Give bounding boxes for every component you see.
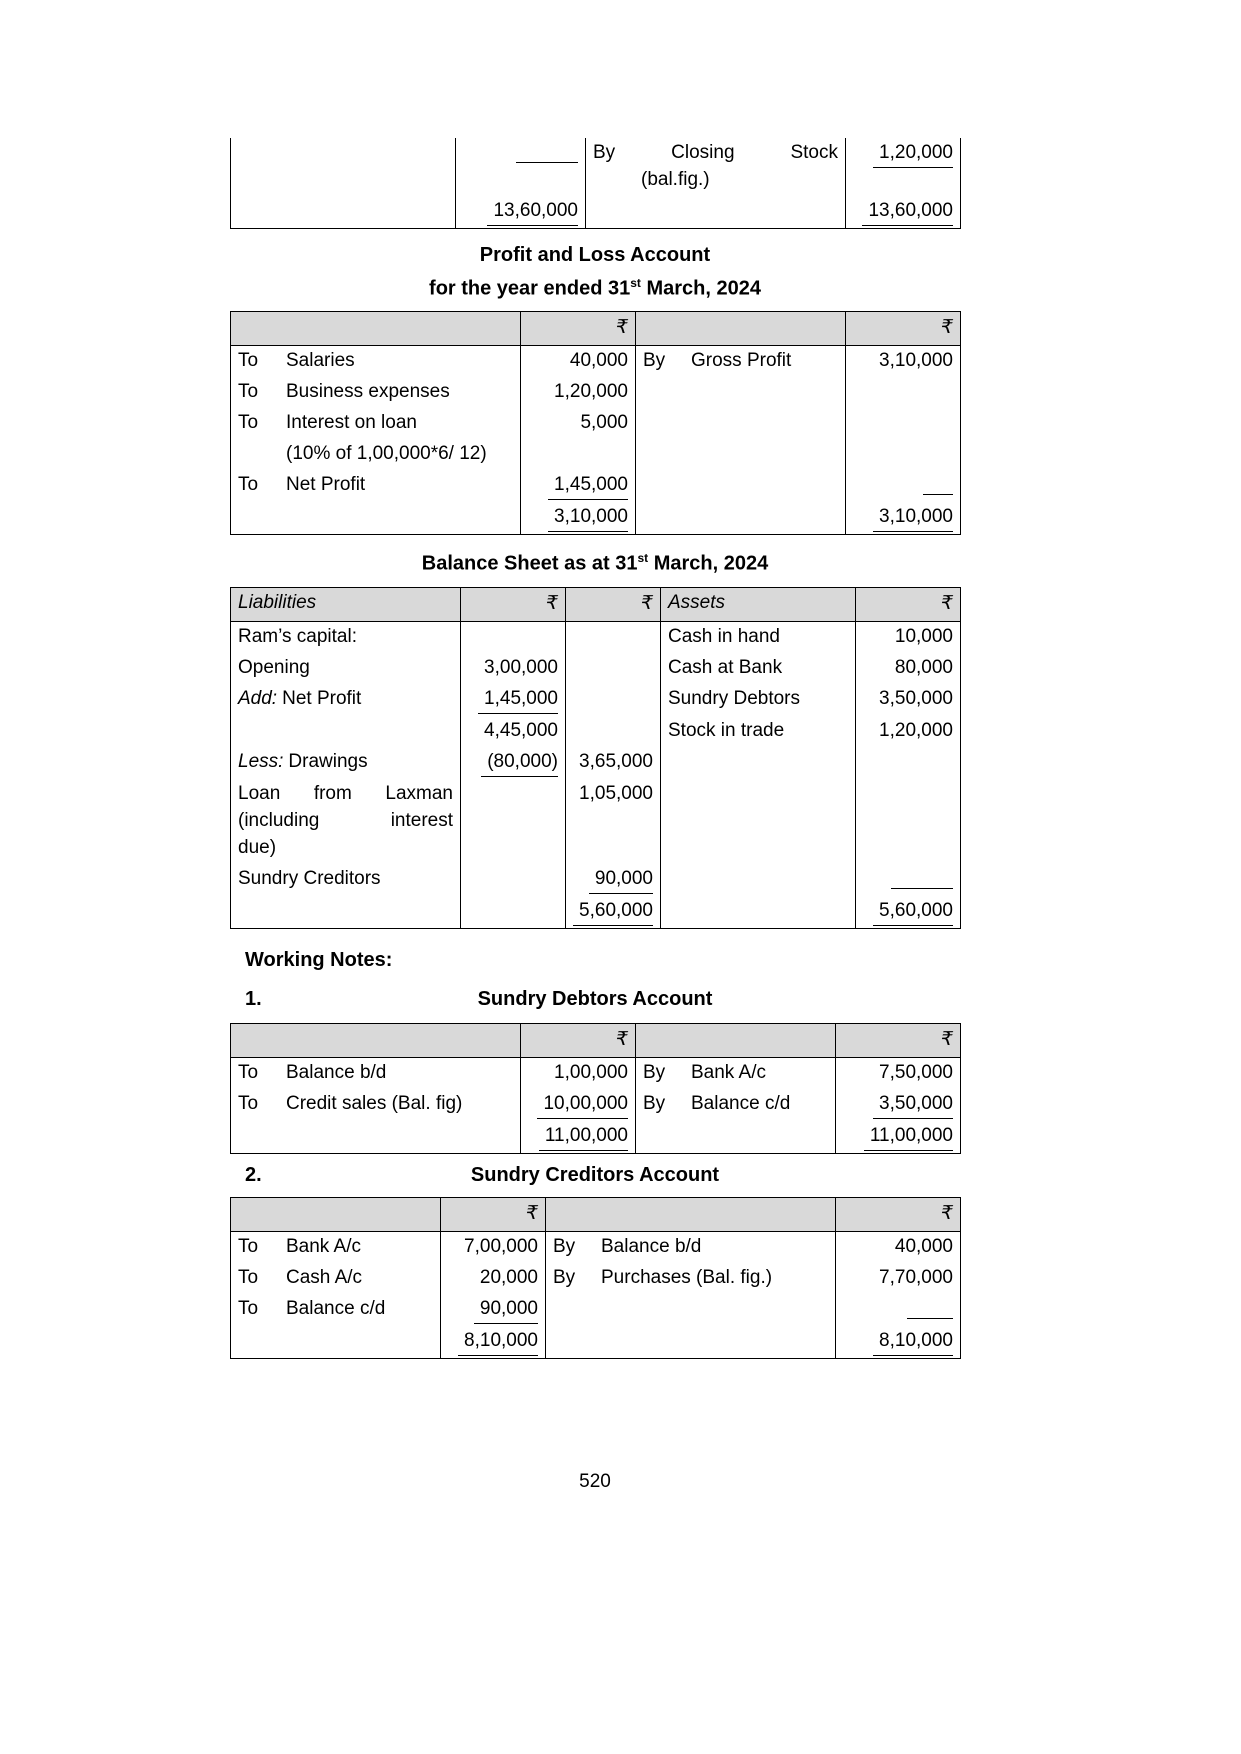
amount: 1,20,000 — [554, 380, 628, 402]
cell-blank — [636, 470, 846, 502]
table-total-row — [231, 1326, 961, 1358]
amount: 10,000 — [894, 626, 953, 648]
cell-particulars — [231, 684, 461, 716]
cell-amount — [856, 684, 961, 716]
entry-name: Net Profit — [286, 473, 366, 495]
cell-amount — [836, 1326, 961, 1358]
cell-blank — [231, 896, 461, 928]
header-label: Liabilities — [238, 592, 317, 614]
entry-prefix: By — [643, 349, 666, 371]
amount: 1,05,000 — [579, 783, 653, 805]
period-superscript: st — [630, 275, 641, 290]
entry-prefix: To — [238, 1061, 259, 1083]
cell-blank — [636, 1023, 836, 1057]
cell-amount — [836, 1263, 961, 1294]
table-row — [231, 1263, 961, 1294]
cell-amount — [521, 345, 636, 377]
amount: 40,000 — [569, 349, 628, 371]
balance-sheet-table — [230, 587, 961, 929]
cell-amount — [836, 1089, 961, 1121]
amount: 1,00,000 — [554, 1061, 628, 1083]
balance-sheet-title — [230, 551, 960, 576]
cell-particulars — [636, 1089, 836, 1121]
entry-prefix: By — [553, 1266, 576, 1288]
cell-amount — [856, 622, 961, 654]
cell-blank — [586, 196, 846, 228]
cell-particulars — [546, 1263, 836, 1294]
cell-blank — [546, 1197, 836, 1231]
table-row — [231, 345, 961, 377]
blank-underline — [923, 474, 953, 495]
cell-blank — [856, 747, 961, 779]
entry-name: Bank A/c — [691, 1061, 766, 1083]
blank-underline — [516, 142, 578, 163]
cell-blank — [231, 138, 456, 196]
cell-amount — [521, 408, 636, 439]
table-row — [231, 1057, 961, 1089]
pl-account-title: Profit and Loss Account — [479, 243, 711, 266]
cell-particulars — [661, 653, 856, 684]
trading-account-fragment-table — [230, 138, 961, 229]
table-header-row — [231, 588, 961, 622]
cell-amount — [461, 684, 566, 716]
amount-total: 11,00,000 — [864, 1123, 953, 1151]
blank-underline — [907, 1298, 953, 1319]
entry-word: Loan — [238, 783, 281, 805]
amount: 3,00,000 — [484, 657, 558, 679]
table-total-row — [231, 196, 961, 228]
rupee-symbol: ₹ — [940, 592, 953, 615]
title-text: March, 2024 — [648, 552, 769, 575]
cell-blank — [546, 1294, 836, 1326]
entry-word: (including — [238, 810, 320, 832]
table-row — [231, 377, 961, 408]
note-number: 2. — [245, 1163, 262, 1186]
entry-name: Net Profit — [282, 688, 362, 710]
amount: 1,45,000 — [478, 686, 558, 714]
note-number: 1. — [245, 987, 262, 1010]
entry-name: Salaries — [286, 349, 355, 371]
cell-particulars — [231, 345, 521, 377]
cell-blank — [546, 1326, 836, 1358]
cell-currency-header — [836, 1023, 961, 1057]
table-row — [231, 864, 961, 896]
amount-total: 8,10,000 — [873, 1328, 953, 1356]
entry-prefix: To — [238, 411, 259, 433]
entry-subtext: (10% of 1,00,000*6/ 12) — [286, 442, 487, 464]
cell-blank — [231, 1023, 521, 1057]
entry-line — [238, 781, 453, 808]
entry-name: Bank A/c — [286, 1235, 361, 1257]
cell-currency-header — [856, 588, 961, 622]
cell-blank — [661, 864, 856, 896]
profit-loss-table — [230, 311, 961, 535]
cell-blank — [636, 408, 846, 439]
cell-blank — [856, 779, 961, 864]
cell-blank — [846, 439, 961, 470]
amount-total: 3,10,000 — [873, 504, 953, 532]
amount: 1,45,000 — [548, 472, 628, 500]
amount: 7,70,000 — [879, 1266, 953, 1288]
cell-amount — [521, 377, 636, 408]
amount-total: 5,60,000 — [573, 898, 653, 926]
blank-underline — [891, 868, 953, 889]
title-superscript: st — [637, 550, 649, 565]
cell-blank — [636, 377, 846, 408]
cell-amount — [836, 1057, 961, 1089]
amount-total: 13,60,000 — [862, 198, 953, 226]
cell-blank — [521, 439, 636, 470]
cell-amount — [856, 864, 961, 896]
amount: 5,000 — [580, 411, 628, 433]
entry-name: Interest on loan — [286, 411, 417, 433]
entry-prefix: To — [238, 1235, 259, 1257]
entry-word: Closing — [671, 142, 735, 163]
table-row — [231, 1089, 961, 1121]
entry-name: Balance b/d — [601, 1235, 702, 1257]
entry-prefix: To — [238, 1092, 259, 1114]
cell-amount — [456, 196, 586, 228]
cell-amount — [846, 345, 961, 377]
entry-name: Business expenses — [286, 380, 450, 402]
entry-name: Opening — [238, 657, 310, 679]
cell-amount — [461, 747, 566, 779]
cell-particulars — [231, 439, 521, 470]
entry-line: due) — [238, 837, 277, 859]
cell-amount — [521, 1057, 636, 1089]
cell-amount — [566, 747, 661, 779]
table-row — [231, 1231, 961, 1263]
rupee-symbol: ₹ — [545, 592, 558, 615]
cell-amount — [856, 653, 961, 684]
cell-blank — [231, 311, 521, 345]
cell-blank — [661, 896, 856, 928]
cell-blank — [231, 1326, 441, 1358]
cell-particulars — [586, 138, 846, 196]
entry-line — [238, 808, 453, 835]
entry-name: Cash A/c — [286, 1266, 363, 1288]
cell-particulars — [661, 622, 856, 654]
entry-prefix: To — [238, 473, 259, 495]
cell-particulars — [636, 345, 846, 377]
entry-name: Drawings — [288, 751, 368, 773]
cell-currency-header — [521, 311, 636, 345]
cell-blank — [461, 779, 566, 864]
cell-blank — [566, 684, 661, 716]
cell-particulars — [231, 1294, 441, 1326]
rupee-symbol: ₹ — [640, 592, 653, 615]
entry-prefix: To — [238, 349, 259, 371]
cell-amount — [846, 502, 961, 534]
amount: 40,000 — [894, 1235, 953, 1257]
entry-name: Gross Profit — [691, 349, 792, 371]
entry-line2: (bal.fig.) — [641, 168, 710, 190]
entry-prefix: To — [238, 1297, 259, 1319]
table-row — [231, 653, 961, 684]
cell-blank — [231, 716, 461, 747]
cell-particulars — [636, 1057, 836, 1089]
cell-currency-header — [521, 1023, 636, 1057]
cell-amount — [846, 196, 961, 228]
rupee-symbol: ₹ — [615, 315, 628, 338]
entry-name: Balance b/d — [286, 1061, 387, 1083]
cell-blank — [846, 377, 961, 408]
table-total-row — [231, 1121, 961, 1153]
entry-name: Credit sales (Bal. fig) — [286, 1092, 463, 1114]
rupee-symbol: ₹ — [525, 1201, 538, 1224]
cell-currency-header — [441, 1197, 546, 1231]
cell-amount — [836, 1121, 961, 1153]
amount: 80,000 — [894, 657, 953, 679]
cell-blank — [636, 1121, 836, 1153]
content-area — [230, 0, 960, 1493]
amount: 3,50,000 — [873, 1091, 953, 1119]
cell-amount — [856, 716, 961, 747]
entry-name: Ram’s capital: — [238, 626, 357, 648]
cell-amount — [836, 1231, 961, 1263]
amount: 7,50,000 — [879, 1061, 953, 1083]
entry-word: Stock — [790, 142, 838, 163]
entry-name: Cash at Bank — [668, 657, 783, 679]
cell-blank — [461, 622, 566, 654]
cell-amount — [521, 1121, 636, 1153]
note-2-heading — [230, 1164, 960, 1187]
cell-blank — [566, 716, 661, 747]
cell-particulars — [231, 1057, 521, 1089]
entry-word: interest — [390, 810, 453, 832]
entry-name: Sundry Creditors — [238, 868, 381, 889]
amount: 4,45,000 — [484, 720, 558, 742]
cell-particulars — [231, 779, 461, 864]
table-row — [231, 470, 961, 502]
amount-total: 11,00,000 — [539, 1123, 628, 1151]
entry-name: Balance c/d — [286, 1297, 386, 1319]
entry-name: Purchases (Bal. fig.) — [601, 1266, 773, 1288]
table-row — [231, 779, 961, 864]
cell-particulars — [546, 1231, 836, 1263]
sundry-debtors-table — [230, 1023, 961, 1154]
cell-amount — [461, 653, 566, 684]
cell-particulars — [231, 1089, 521, 1121]
cell-amount — [566, 896, 661, 928]
cell-blank — [846, 408, 961, 439]
cell-blank — [231, 196, 456, 228]
entry-name: Cash in hand — [668, 626, 780, 648]
cell-blank — [461, 896, 566, 928]
cell-header-assets — [661, 588, 856, 622]
cell-header-liabilities — [231, 588, 461, 622]
cell-currency-header — [461, 588, 566, 622]
cell-blank — [636, 311, 846, 345]
cell-blank — [636, 502, 846, 534]
cell-blank — [461, 864, 566, 896]
table-row — [231, 747, 961, 779]
working-notes-heading: Working Notes: — [245, 948, 393, 971]
note-title: Sundry Debtors Account — [477, 987, 713, 1010]
cell-amount — [456, 138, 586, 196]
entry-name: Balance c/d — [691, 1092, 791, 1114]
entry-word: Laxman — [385, 783, 453, 805]
entry-line — [593, 140, 838, 167]
note-1-heading — [230, 988, 960, 1011]
cell-currency-header — [566, 588, 661, 622]
header-label: Assets — [668, 592, 726, 614]
table-row — [231, 439, 961, 470]
amount: (80,000) — [481, 749, 558, 777]
amount: 3,65,000 — [579, 751, 653, 773]
page-number: 520 — [579, 1470, 611, 1492]
amount-total: 5,60,000 — [873, 898, 953, 926]
amount: 90,000 — [474, 1296, 538, 1324]
entry-name: Sundry Debtors — [668, 688, 801, 710]
rupee-symbol: ₹ — [940, 1201, 953, 1224]
entry-prefix: To — [238, 380, 259, 402]
table-header-row — [231, 311, 961, 345]
amount: 1,20,000 — [873, 140, 953, 168]
amount: 7,00,000 — [464, 1235, 538, 1257]
cell-amount — [846, 470, 961, 502]
cell-amount — [836, 1294, 961, 1326]
cell-particulars — [231, 470, 521, 502]
table-row — [231, 684, 961, 716]
cell-amount — [566, 779, 661, 864]
period-text: March, 2024 — [640, 277, 761, 300]
table-row — [231, 716, 961, 747]
table-header-row — [231, 1023, 961, 1057]
amount: 10,00,000 — [537, 1091, 628, 1119]
cell-particulars — [231, 408, 521, 439]
cell-amount — [521, 502, 636, 534]
table-row — [231, 622, 961, 654]
table-row — [231, 408, 961, 439]
entry-prefix: By — [643, 1061, 666, 1083]
cell-particulars — [661, 684, 856, 716]
cell-blank — [566, 622, 661, 654]
cell-amount — [566, 864, 661, 896]
cell-particulars — [231, 377, 521, 408]
amount-total: 8,10,000 — [458, 1328, 538, 1356]
table-row — [231, 138, 961, 196]
rupee-symbol: ₹ — [940, 315, 953, 338]
cell-currency-header — [836, 1197, 961, 1231]
amount: 20,000 — [479, 1266, 538, 1288]
cell-particulars — [231, 747, 461, 779]
note-title: Sundry Creditors Account — [470, 1163, 720, 1186]
entry-prefix: By — [643, 1092, 666, 1114]
amount-total: 13,60,000 — [487, 198, 578, 226]
cell-blank — [231, 1121, 521, 1153]
cell-currency-header — [846, 311, 961, 345]
sundry-creditors-table — [230, 1197, 961, 1359]
cell-blank — [231, 1197, 441, 1231]
cell-particulars — [231, 653, 461, 684]
entry-word: from — [313, 783, 352, 805]
cell-amount — [521, 470, 636, 502]
entry-prefix: By — [553, 1235, 576, 1257]
amount: 90,000 — [589, 866, 653, 894]
amount: 1,20,000 — [879, 720, 953, 742]
title-text: Balance Sheet as at 31 — [421, 552, 638, 575]
cell-particulars — [231, 864, 461, 896]
cell-amount — [461, 716, 566, 747]
cell-blank — [231, 502, 521, 534]
cell-amount — [441, 1326, 546, 1358]
cell-blank — [636, 439, 846, 470]
cell-amount — [441, 1263, 546, 1294]
cell-blank — [661, 779, 856, 864]
cell-amount — [441, 1294, 546, 1326]
amount: 3,50,000 — [879, 688, 953, 710]
cell-amount — [856, 896, 961, 928]
cell-particulars — [231, 1231, 441, 1263]
entry-prefix: To — [238, 1266, 259, 1288]
entry-qualifier: Less: — [238, 751, 284, 773]
cell-amount — [846, 138, 961, 196]
amount-total: 3,10,000 — [548, 504, 628, 532]
rupee-symbol: ₹ — [615, 1027, 628, 1050]
table-row — [231, 1294, 961, 1326]
entry-qualifier: Add: — [238, 688, 278, 710]
cell-amount — [521, 1089, 636, 1121]
rupee-symbol: ₹ — [940, 1027, 953, 1050]
table-total-row — [231, 502, 961, 534]
table-header-row — [231, 1197, 961, 1231]
cell-particulars — [231, 622, 461, 654]
cell-amount — [441, 1231, 546, 1263]
cell-blank — [566, 653, 661, 684]
cell-particulars — [231, 1263, 441, 1294]
pl-account-period — [230, 276, 960, 301]
entry-prefix: By — [593, 142, 616, 163]
entry-name: Stock in trade — [668, 720, 785, 742]
table-total-row — [231, 896, 961, 928]
amount: 3,10,000 — [879, 349, 953, 371]
cell-particulars — [661, 716, 856, 747]
period-text: for the year ended 31 — [429, 277, 631, 300]
cell-blank — [661, 747, 856, 779]
